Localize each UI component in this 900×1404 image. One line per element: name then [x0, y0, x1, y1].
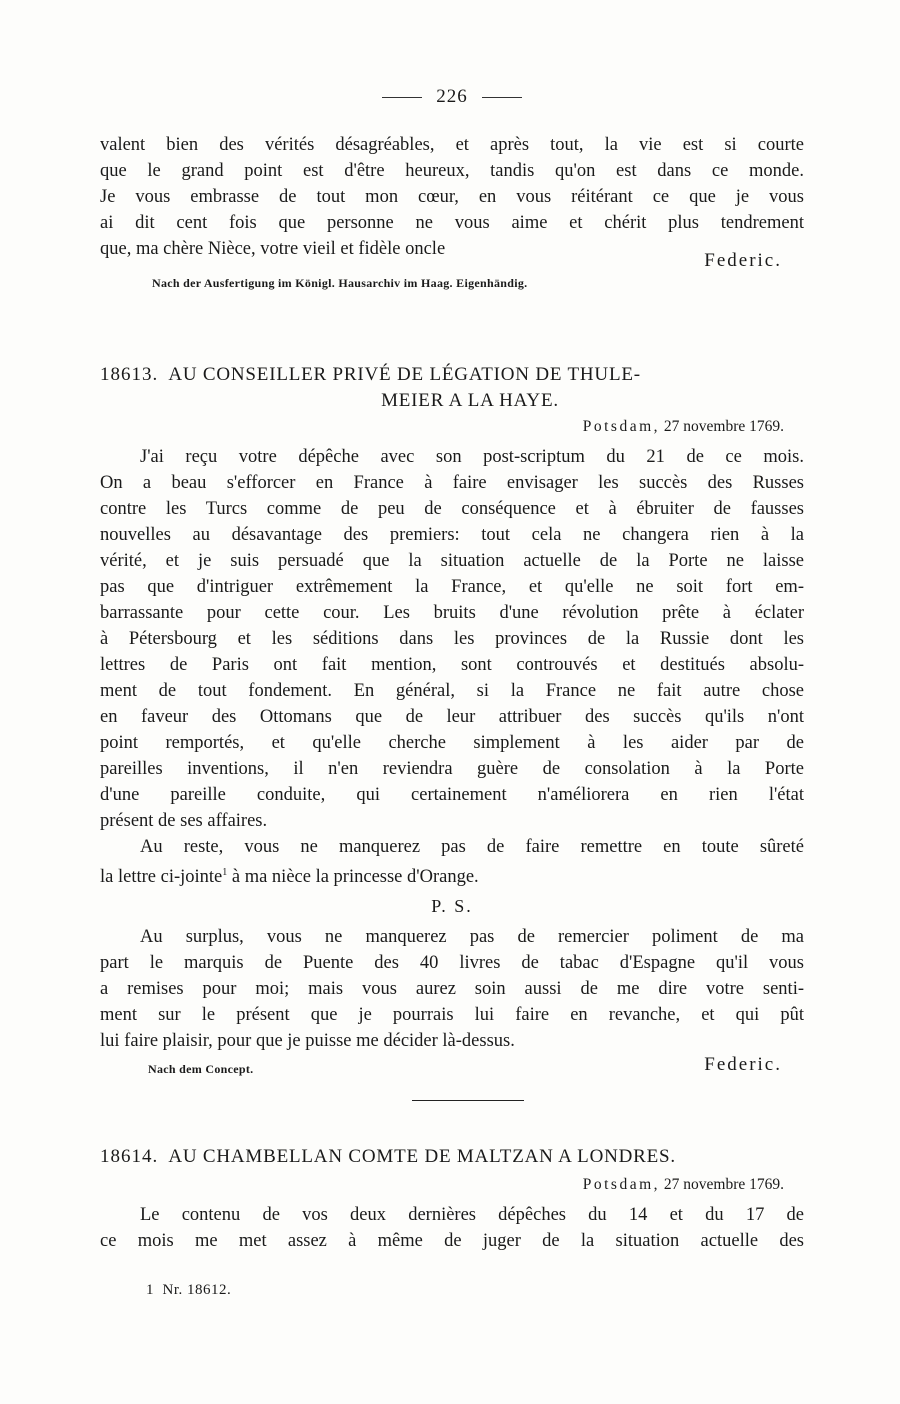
- text-line: valent bien des vérités désagréables, et après tout, la vie est si courte: [100, 135, 804, 155]
- signature: Federic.: [704, 250, 782, 271]
- section-divider: [412, 1100, 524, 1101]
- letter-body: [100, 1202, 804, 1254]
- text-line: ce mois me met assez à même de juger de la situation actuelle des: [100, 1231, 804, 1251]
- text-line: Au surplus, vous ne manquerez pas de remercier poliment de ma: [140, 927, 804, 947]
- postscript-label: P. S.: [431, 896, 473, 916]
- text-line: que, ma chère Nièce, votre vieil et fidèle oncle: [100, 239, 446, 259]
- date: 27 novembre 1769.: [663, 1176, 784, 1193]
- text-line: pas que d'intriguer extrêmement la France, et qu'elle ne soit fort em-: [100, 577, 804, 597]
- text-fragment: à ma nièce la princesse d'Orange.: [227, 867, 479, 888]
- text-line: Le contenu de vos deux dernières dépêches du 14 et du 17 de: [140, 1205, 804, 1225]
- text-line: point remportés, et qu'elle cherche simplement à les aider par de: [100, 733, 804, 753]
- letter-heading: [100, 364, 804, 386]
- letter-body: [100, 444, 804, 890]
- letter-addressee: AU CONSEILLER PRIVÉ DE LÉGATION DE THULE-: [168, 364, 641, 385]
- text-line: J'ai reçu votre dépêche avec son post-scriptum du 21 de ce mois.: [140, 447, 804, 467]
- text-line: pareilles inventions, il n'en reviendra guère de consolation à la Porte: [100, 759, 804, 779]
- text-line: barrassante pour cette cour. Les bruits d'une révolution prête à éclater: [100, 603, 804, 623]
- text-line: lui faire plaisir, pour que je puisse me décider là-dessus.: [100, 1031, 515, 1051]
- header-rule-left: [382, 97, 422, 98]
- text-line: [100, 860, 804, 890]
- source-note: Nach der Ausfertigung im Königl. Hausarchiv im Haag. Eigenhändig.: [152, 276, 528, 290]
- dateline: [583, 1176, 784, 1194]
- text-line: à Pétersbourg et les séditions dans les provinces de la Russie dont les: [100, 629, 804, 649]
- text-line: contre les Turcs comme de peu de conséquence et à ébruiter de fausses: [100, 499, 804, 519]
- source-note: Nach dem Concept.: [148, 1062, 254, 1076]
- text-fragment: la lettre ci-jointe: [100, 867, 223, 888]
- date-place: Potsdam,: [582, 418, 661, 435]
- dateline: [583, 418, 784, 436]
- date-place: Potsdam,: [582, 1176, 661, 1193]
- text-line: d'une pareille conduite, qui certainement n'améliorera en rien l'état: [100, 785, 804, 805]
- letter-addressee-cont: MEIER A LA HAYE.: [381, 390, 559, 411]
- text-line: lettres de Paris ont fait mention, sont controuvés et destitués absolu-: [100, 655, 804, 675]
- text-line: ment de tout fondement. En général, si la France ne fait autre chose: [100, 681, 804, 701]
- text-line: On a beau s'efforcer en France à faire envisager les succès des Russes: [100, 473, 804, 493]
- footnote: [146, 1282, 231, 1299]
- letter-heading: [100, 1146, 804, 1168]
- text-line: présent de ses affaires.: [100, 811, 268, 831]
- text-line: en faveur des Ottomans que de leur attribuer des succès qu'ils n'ont: [100, 707, 804, 727]
- date: 27 novembre 1769.: [663, 418, 784, 435]
- text-line: a remises pour moi; mais vous aurez soin aussi de me dire votre senti-: [100, 979, 804, 999]
- letter-number: 18613.: [100, 364, 159, 385]
- page-number: 226: [436, 86, 468, 107]
- footnote-ref: 1: [222, 867, 228, 878]
- text-line: Au reste, vous ne manquerez pas de faire remettre en toute sûreté: [140, 837, 804, 857]
- text-line: vérité, et je suis persuadé que la situation actuelle de la Porte ne laisse: [100, 551, 804, 571]
- text-line: que le grand point est d'être heureux, tandis qu'on est dans ce monde.: [100, 161, 804, 181]
- postscript-body: [100, 924, 804, 1054]
- text-line: ai dit cent fois que personne ne vous aime et chérit plus tendrement: [100, 213, 804, 233]
- opening-paragraph: [100, 132, 804, 262]
- signature: Federic.: [704, 1054, 782, 1075]
- text-line: part le marquis de Puente des 40 livres de tabac d'Espagne qu'il vous: [100, 953, 804, 973]
- text-line: nouvelles au désavantage des premiers: tout cela ne changera rien à la: [100, 525, 804, 545]
- text-line: ment sur le présent que je pourrais lui faire en revanche, et qui pût: [100, 1005, 804, 1025]
- footnote-mark: 1: [146, 1282, 154, 1298]
- page-header: [100, 86, 804, 108]
- header-rule-right: [482, 97, 522, 98]
- footnote-text: Nr. 18612.: [162, 1282, 232, 1298]
- letter-heading-continued: [100, 390, 804, 412]
- letter-number: 18614.: [100, 1146, 159, 1167]
- text-line: Je vous embrasse de tout mon cœur, en vous réitérant ce que je vous: [100, 187, 804, 207]
- letter-addressee: AU CHAMBELLAN COMTE DE MALTZAN A LONDRES.: [168, 1146, 676, 1167]
